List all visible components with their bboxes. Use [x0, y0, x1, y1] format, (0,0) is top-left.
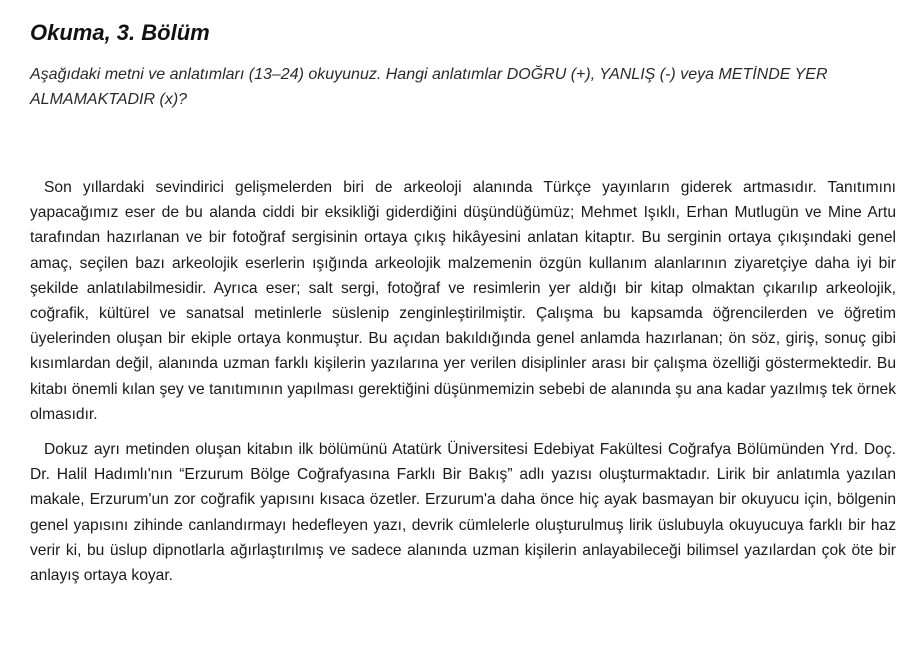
passage-paragraph-2: Dokuz ayrı metinden oluşan kitabın ilk bölümünü Atatürk Üniversitesi Edebiyat Fakültesi Coğrafya Bölümünden Yrd. Doç. Dr. Halil Hadımlı'nın “Erzurum Bölge Coğrafyasına Farklı Bir Bakış” adlı yazısı oluşturmaktadır. Lirik bir anlatımla yazılan makale, Erzurum'un zor coğrafik yapısını kısaca özetler. Erzurum'a daha önce hiç ayak basmayan bir okuyucu için, bölgenin genel yapısını zihinde canlandırmayı hedefleyen yazı, devrik cümlelerle oluşturulmuş lirik üslubuyla okuyucuya farklı bir haz verir ki, bu üslup dipnotlarla ağırlaştırılmış ve sadece alanında uzman kişilerin anlayabileceği bilimsel yazılardan çok öte bir anlayış ortaya koyar. [30, 441, 896, 585]
section-title: Okuma, 3. Bölüm [30, 20, 210, 45]
instructions-text: Aşağıdaki metni ve anlatımları (13–24) okuyunuz. Hangi anlatımlar DOĞRU (+), YANLIŞ (-) veya METİNDE YER ALMAMAKTADIR (x)? [30, 66, 828, 108]
passage-paragraph-1: Son yıllardaki sevindirici gelişmelerden biri de arkeoloji alanında Türkçe yayınların giderek artmasıdır. Tanıtımını yapacağımız eser de bu alanda ciddi bir eksikliği giderdiğini düşündüğümüz; Mehmet Işıklı, Erhan Mutlugün ve Mine Artu tarafından hazırlanan ve bir fotoğraf sergisinin ortaya çıkış hikâyesini anlatan kitaptır. Bu serginin ortaya çıkışındaki genel amaç, seçilen bazı arkeolojik eserlerin ışığında arkeolojik malzemenin özgün kullanım alanlarının ziyaretçiye daha iyi bir şekilde anlatılabilmesidir. Ayrıca eser; salt sergi, fotoğraf ve resimlerin yer aldığı bir kitap olmaktan çıkarılıp arkeolojik, coğrafik, kültürel ve sanatsal metinlerle süslenip zenginleştirilmiştir. Çalışma bu kapsamda öğrencilerden ve öğretim üyelerinden oluşan bir ekiple ortaya konmuştur. Bu açıdan bakıldığında genel anlamda hazırlanan; ön söz, giriş, sonuç gibi kısımlardan değil, alanında uzman farklı kişilerin yazılarına yer verilen disiplinler arası bir çalışma özelliği göstermektedir. Bu kitabı önemli kılan şey ve tanıtımının yapılması gerektiğini düşünmemizin sebebi de alanında şu ana kadar yazılmış tek örnek olmasıdır. [30, 179, 896, 423]
reading-passage [30, 175, 896, 588]
